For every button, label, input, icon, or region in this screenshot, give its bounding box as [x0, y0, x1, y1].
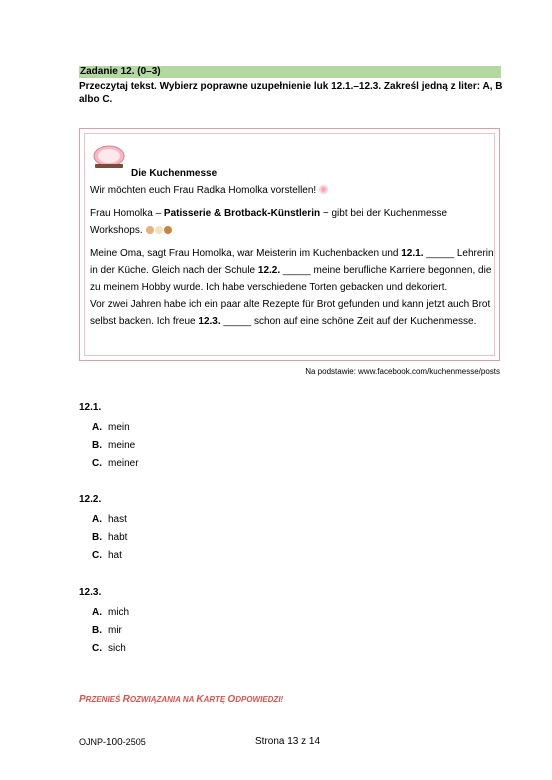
task-header: Zadanie 12. (0–3) — [79, 66, 501, 78]
option-a[interactable]: A. hast — [92, 514, 127, 525]
post-line-2: Frau Homolka – Patisserie & Brotback-Künstlerin − gibt bei der Kuchenmesse Workshops. — [90, 208, 448, 236]
post-line-1: Wir möchten euch Frau Radka Homolka vorstellen! — [90, 182, 495, 199]
post-paragraph-3: Meine Oma, sagt Frau Homolka, war Meisterin im Kuchenbacken und 12.1. _____ Lehrerin in der Küche. Gleich nach der Schule 12.2. _____ meine berufliche Karriere begonnen, die zu meinem Hobby wurde. Ich habe verschiedene Torten gebacken und dekoriert. — [90, 248, 494, 293]
option-b[interactable]: B. habt — [92, 532, 128, 543]
post-body — [90, 182, 495, 330]
source-note: Na podstawie: www.facebook.com/kuchenmesse/posts — [305, 367, 500, 376]
reading-text-box — [79, 128, 500, 361]
kuchenmesse-logo-icon — [91, 144, 127, 170]
question-number: 12.1. — [79, 402, 102, 413]
option-c[interactable]: C. hat — [92, 550, 122, 561]
cake-emoji-icon — [146, 226, 154, 234]
question-number: 12.2. — [79, 494, 102, 505]
bread-emoji-icon — [155, 226, 163, 234]
option-a[interactable]: A. mich — [92, 607, 130, 618]
option-a[interactable]: A. mein — [92, 422, 130, 433]
exam-code: OJNP-100-2505 — [79, 737, 146, 748]
question-number: 12.3. — [79, 587, 102, 598]
option-c[interactable]: C. sich — [92, 643, 126, 654]
question-12-3 — [79, 587, 129, 658]
question-12-1 — [79, 402, 139, 473]
option-b[interactable]: B. meine — [92, 440, 136, 451]
flower-emoji-icon — [319, 185, 328, 194]
question-12-2 — [79, 494, 127, 565]
option-c[interactable]: C. meiner — [92, 458, 139, 469]
page-number: Strona 13 z 14 — [255, 736, 321, 747]
cookie-emoji-icon — [164, 226, 172, 234]
reading-text-inner — [84, 133, 495, 356]
post-title: Die Kuchenmesse — [131, 168, 218, 179]
transfer-answers-note: PRZENIEŚ ROZWIĄZANIA NA KARTĘ ODPOWIEDZI! — [79, 694, 284, 705]
task-instruction: Przeczytaj tekst. Wybierz poprawne uzupełnienie luk 12.1.–12.3. Zakreśl jedną z liter: A, B albo C. — [79, 81, 503, 105]
option-b[interactable]: B. mir — [92, 625, 122, 636]
post-paragraph-4: Vor zwei Jahren habe ich ein paar alte Rezepte für Brot gefunden und kann jetzt auch Brot selbst backen. Ich freue 12.3. _____ schon auf eine schöne Zeit auf der Kuchenmesse. — [90, 299, 491, 327]
